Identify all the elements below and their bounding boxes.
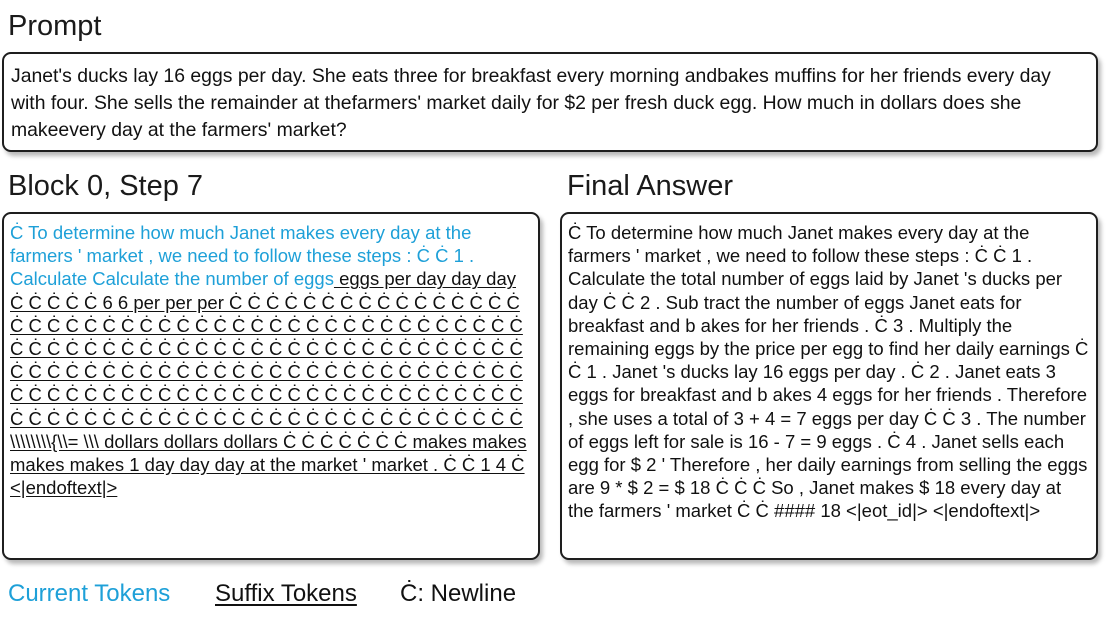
prompt-box [2, 52, 1098, 152]
legend-suffix-tokens: Suffix Tokens [215, 580, 357, 607]
prompt-text: Janet's ducks lay 16 eggs per day. She eats three for breakfast every morning andbakes muffins for her friends every day with four. She sells the remainder at thefarmers' market daily for $2 per fresh duck egg. How much in dollars does she makeevery day at the farmers' market? [11, 65, 1051, 141]
suffix-tokens-text: eggs per day day day Ċ Ċ Ċ Ċ Ċ 6 6 per per per Ċ Ċ Ċ Ċ Ċ Ċ Ċ Ċ Ċ Ċ Ċ Ċ Ċ Ċ Ċ Ċ Ċ Ċ Ċ Ċ Ċ Ċ Ċ Ċ Ċ Ċ Ċ Ċ Ċ Ċ Ċ Ċ Ċ Ċ Ċ Ċ Ċ Ċ Ċ Ċ Ċ Ċ Ċ Ċ Ċ Ċ Ċ Ċ Ċ Ċ Ċ Ċ Ċ Ċ Ċ Ċ Ċ Ċ Ċ Ċ Ċ Ċ Ċ Ċ Ċ Ċ Ċ Ċ Ċ Ċ Ċ Ċ Ċ Ċ Ċ Ċ Ċ Ċ Ċ Ċ Ċ Ċ Ċ Ċ Ċ Ċ Ċ Ċ Ċ Ċ Ċ Ċ Ċ Ċ Ċ Ċ Ċ Ċ Ċ Ċ Ċ Ċ Ċ Ċ Ċ Ċ Ċ Ċ Ċ Ċ Ċ Ċ Ċ Ċ Ċ Ċ Ċ Ċ Ċ Ċ Ċ Ċ Ċ Ċ Ċ Ċ Ċ Ċ Ċ Ċ Ċ Ċ Ċ Ċ Ċ Ċ Ċ Ċ Ċ Ċ Ċ Ċ Ċ Ċ Ċ Ċ Ċ Ċ Ċ Ċ Ċ Ċ Ċ Ċ Ċ Ċ \\\\\\\\{\\= \\\ dollars dollars dollars Ċ Ċ Ċ Ċ Ċ Ċ Ċ makes makes makes makes 1 day day day at the market ' market . Ċ Ċ 1 4 Ċ <|endoftext|> [10, 268, 527, 499]
final-answer-text: Ċ To determine how much Janet makes every day at the farmers ' market , we need to follow these steps : Ċ Ċ 1 . Calculate the total number of eggs laid by Janet 's ducks per day Ċ Ċ 2 . Sub tract the number of eggs Janet eats for breakfast and b akes for her friends . Ċ 3 . Multiply the remaining eggs by the price per egg to find her daily earnings Ċ Ċ 1 . Janet 's ducks lay 16 eggs per day . Ċ 2 . Janet eats 3 eggs for breakfast and b akes 4 eggs for her friends . Therefore , she uses a total of 3 + 4 = 7 eggs per day Ċ Ċ 3 . The number of eggs left for sale is 16 - 7 = 9 eggs . Ċ 4 . Janet sells each egg for $ 2 ' Therefore , her daily earnings from selling the eggs are 9 * $ 2 = $ 18 Ċ Ċ Ċ So , Janet makes $ 18 every day at the farmers ' market Ċ Ċ #### 18 <|eot_id|> <|endoftext|> [568, 222, 1089, 522]
prompt-heading: Prompt [8, 10, 102, 42]
current-tokens-text: Ċ To determine how much Janet makes every day at the farmers ' market , we need to follow these steps : Ċ Ċ 1 . Calculate Calculate the number of eggs [10, 222, 475, 290]
block-step-box [2, 212, 540, 560]
final-answer-box [560, 212, 1098, 560]
legend-current-tokens: Current Tokens [8, 580, 171, 607]
block-step-heading: Block 0, Step 7 [8, 170, 204, 202]
final-answer-heading: Final Answer [567, 170, 734, 202]
legend-newline: Ċ: Newline [400, 580, 517, 607]
